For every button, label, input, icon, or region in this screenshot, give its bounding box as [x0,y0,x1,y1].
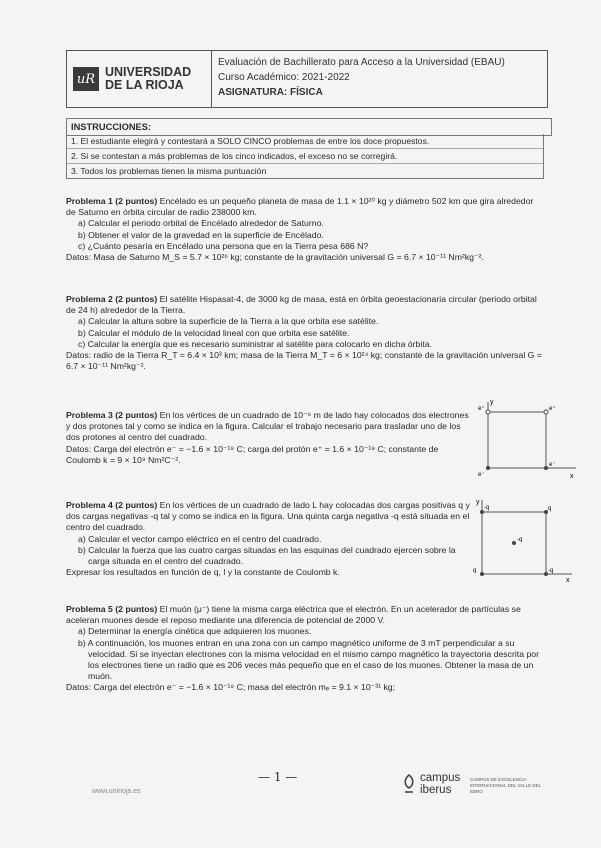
problem-2-title: Problema 2 (2 puntos) [66,294,158,304]
instruction-item: 2. Si se contestan a más problemas de los cinco indicados, el exceso no se corregirá. [67,148,543,163]
problem-5-title: Problema 5 (2 puntos) [66,604,158,614]
problem-2-text: El satélite Hispasat-4, de 3000 kg de masa, está en órbita geoestacionaria circular (periodo orbital de 24 h) alrededor de la Tierra. [66,294,537,316]
problem-4 [66,500,470,578]
problem-2 [66,294,544,372]
label-bl: q [473,568,477,574]
exam-header [66,50,548,108]
problem-1 [66,196,544,263]
problem-2-c: c) Calcular la energía que es necesario suministrar al satélite para colocarlo en dicha órbita. [78,338,432,349]
campus-subtitle: CAMPUS DE EXCELENCIA INTERNACIONAL DEL VALLE DEL EBRO [470,777,541,794]
logo-line2: DE LA RIOJA [105,78,184,92]
charge-center [512,541,516,545]
problem-3-title: Problema 3 (2 puntos) [66,410,158,420]
charge-bottom-left [480,572,484,576]
x-label: x [566,577,570,584]
problem-1-title: Problema 1 (2 puntos) [66,196,158,206]
instruction-item: 3. Todos los problemas tienen la misma puntuación [67,163,543,178]
label-center: -q [517,537,523,543]
campus-text-2: iberus [420,784,452,796]
instruction-item: 1. El estudiante elegirá y contestará a SOLO CINCO problemas de entre los doce propuestos. [71,136,430,146]
proton-top-left [486,410,490,414]
footer-url: www.unirioja.es [92,788,141,795]
problem-5-text: El muón (μ⁻) tiene la misma carga eléctrica que el electrón. En un acelerador de partículas se aceleran muones desde el reposo mediante una diferencia de potencial de 2000 V. [66,604,521,626]
problem-3-text: En los vértices de un cuadrado de 10⁻⁶ m de lado hay colocados dos electrones y dos protones tal y como se indica en la figura. Calcular el trabajo necesario para trasladar uno de los dos protones al centro del cuadrado. [66,410,469,443]
problem-1-b: b) Obtener el valor de la gravedad en la superficie de Encélado. [78,229,324,240]
label-br: -q [548,568,554,574]
problem-3-data: Datos: Carga del electrón e⁻ = −1.6 × 10⁻¹⁹ C; carga del protón e⁺ = 1.6 × 10⁻¹⁹ C; constante de Coulomb k = 9 × 10⁹ Nm²C⁻². [66,443,439,465]
subject: ASIGNATURA: FÍSICA [218,87,323,98]
charge-square [488,412,546,468]
problem-1-a: a) Calcular el periodo orbital de Encélado alrededor de Saturno. [78,218,324,229]
x-label: x [570,473,574,480]
problem-4-a: a) Calcular el vector campo eléctrico en el centro del cuadrado. [78,533,322,544]
problem-4-b: b) Calcular la fuerza que las cuatro cargas situadas en las esquinas del cuadrado ejercen sobre la carga situada en el centro del cuadrado. [78,544,456,567]
problem-2-data: Datos: radio de la Tierra R_T = 6.4 × 10³ km; masa de la Tierra M_T = 6 × 10²⁴ kg; constante de la gravitación universal G = 6.7 × 10⁻¹¹ Nm²kg⁻². [66,350,542,372]
problem-3-figure [476,396,580,480]
proton-top-right [544,410,548,414]
label-tl: e⁺ [478,406,485,412]
problem-5-data: Datos: Carga del electrón e⁻ = −1.6 × 10⁻¹⁹ C; masa del electrón mₑ = 9.1 × 10⁻³¹ kg; [66,682,396,693]
instructions-title: INSTRUCCIONES: [66,118,552,136]
exam-title: Evaluación de Bachillerato para Acceso a la Universidad (EBAU) [218,57,505,68]
problem-1-text: Encélado es un pequeño planeta de masa de 1.1 × 10²⁰ kg y diámetro 502 km que gira alrededor de Saturno en órbita circular de radio 238000 km. [66,196,534,218]
ur-logo-icon: uR [73,67,99,91]
university-logo [67,51,212,107]
campus-text-1: campus [420,772,461,784]
problem-5-b: b) A continuación, los muones entran en una zona con un campo magnético uniforme de 3 mT perpendicular a su velocidad. Si se inyectan electrones con la misma velocidad en el mismo campo magnético la trayectoria descrita por los electrones tiene un radio que es 206 veces más pequeño que en el caso de los muones. Obtener la masa de un muón. [78,637,539,682]
problem-4-title: Problema 4 (2 puntos) [66,500,158,510]
y-label: y [476,499,480,506]
instructions-list [66,134,544,179]
label-tr: q [548,506,552,512]
problem-4-note: Expresar los resultados en función de q, l y la constante de Coulomb k. [66,567,340,578]
problem-1-c: c) ¿Cuánto pesaría en Encélado una persona que en la Tierra pesa 686 N? [78,240,369,251]
campus-logo-icon [402,773,416,795]
y-label: y [490,399,494,406]
problem-2-b: b) Calcular el módulo de la velocidad lineal con que orbita ese satélite. [78,327,350,338]
problem-3 [66,410,470,466]
campus-iberus-logo [402,772,460,796]
electron-bottom-right [544,466,548,470]
problem-4-text: En los vértices de un cuadrado de lado L hay colocadas dos cargas positivas q y dos cargas negativas -q tal y como se indica en la figura. Una quinta carga negativa -q está situada en el centro del cuadrado. [66,500,470,533]
electron-bottom-left [486,466,490,470]
problem-5-a: a) Determinar la energía cinética que adquieren los muones. [78,626,312,637]
label-bl: e⁻ [478,472,485,478]
page-number: — 1 — [258,770,298,784]
problem-2-a: a) Calcular la altura sobre la superficie de la Tierra a la que orbita ese satélite. [78,316,379,327]
label-tr: e⁺ [549,406,556,412]
course-year: Curso Académico: 2021-2022 [218,72,350,83]
problem-4-figure [472,496,576,584]
label-tl: -q [484,505,490,511]
label-br: e⁻ [549,462,556,468]
logo-line1: UNIVERSIDAD [105,65,192,79]
problem-1-data: Datos: Masa de Saturno M_S = 5.7 × 10²⁶ kg; constante de la gravitación universal G = 6.7 × 10⁻¹¹ Nm²kg⁻². [66,252,484,263]
problem-5 [66,604,544,694]
